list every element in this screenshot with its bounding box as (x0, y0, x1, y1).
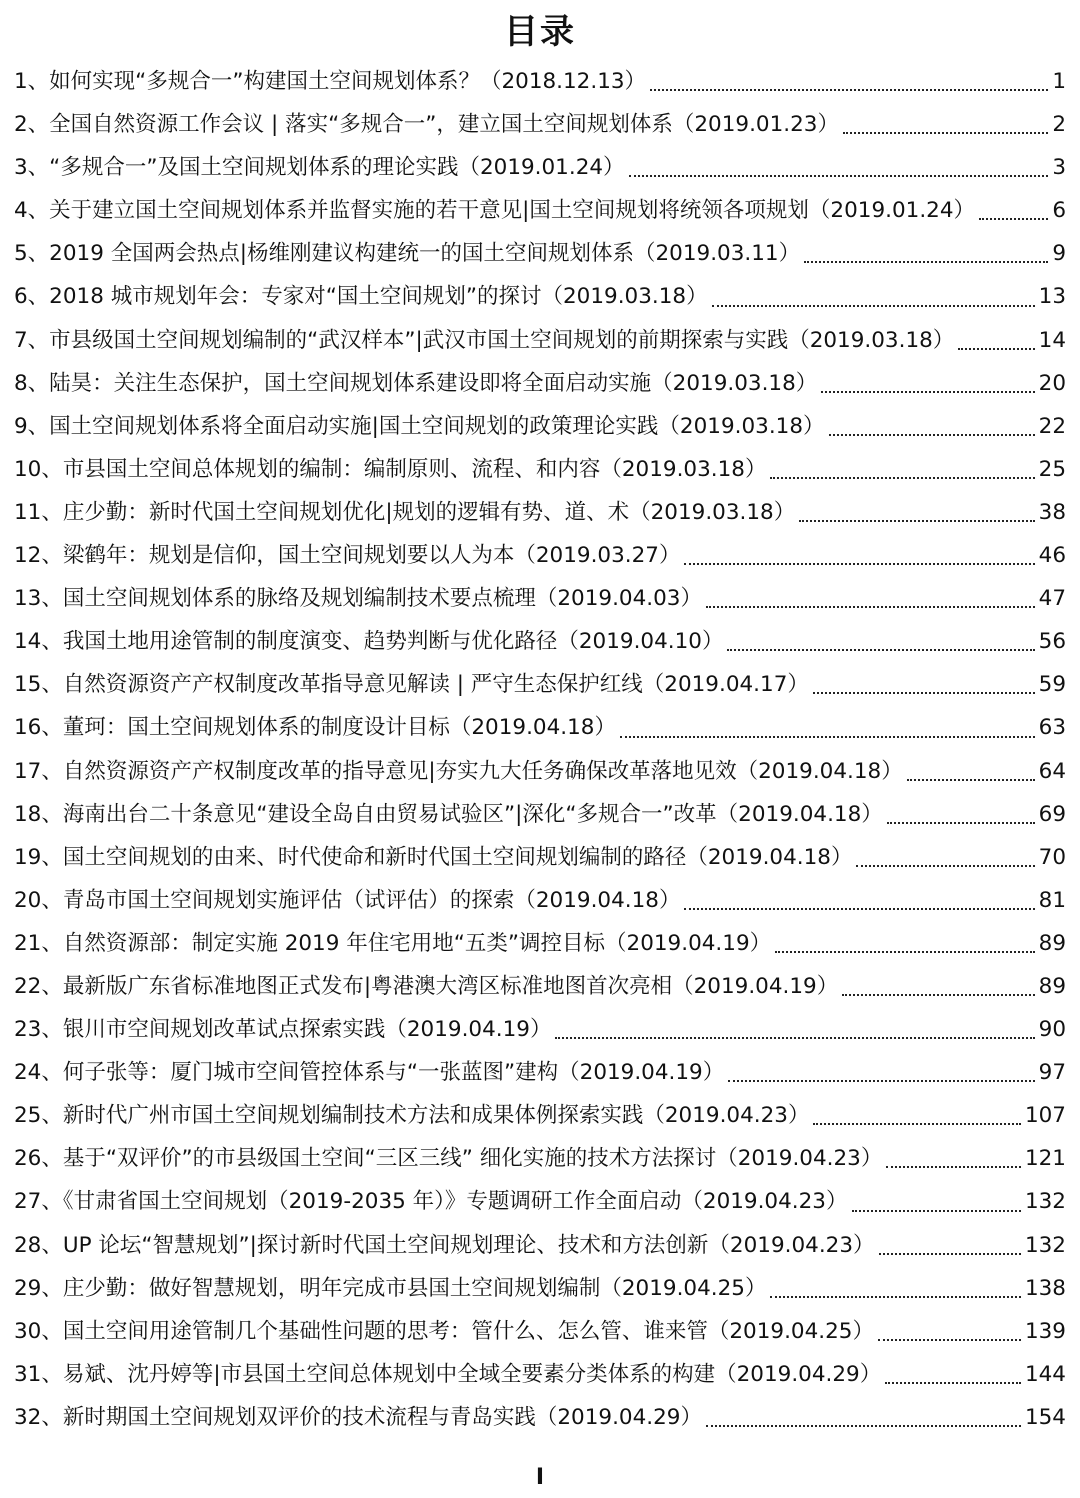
toc-entry[interactable] (14, 1008, 1066, 1051)
toc-dot-leader (684, 908, 1034, 910)
toc-entry-title: 5、2019 全国两会热点|杨维刚建议构建统一的国土空间规划体系（2019.03.11） (14, 241, 801, 267)
toc-entry[interactable] (14, 448, 1066, 491)
toc-dot-leader (879, 1253, 1021, 1255)
toc-dot-leader (813, 692, 1035, 694)
toc-entry-title: 13、国土空间规划体系的脉络及规划编制技术要点梳理（2019.04.03） (14, 586, 702, 612)
toc-entry-page-number: 107 (1024, 1103, 1066, 1129)
toc-entry[interactable] (14, 534, 1066, 577)
toc-dot-leader (852, 1210, 1021, 1212)
toc-entry[interactable] (14, 491, 1066, 534)
toc-entry-page-number: 2 (1052, 112, 1066, 138)
toc-entry-page-number: 132 (1024, 1189, 1066, 1215)
toc-entry-title: 24、何子张等：厦门城市空间管控体系与“一张蓝图”建构（2019.04.19） (14, 1060, 725, 1086)
toc-entry-title: 2、全国自然资源工作会议 | 落实“多规合一”，建立国土空间规划体系（2019.01.23） (14, 112, 839, 138)
toc-entry-title: 9、国土空间规划体系将全面启动实施|国土空间规划的政策理论实践（2019.03.18） (14, 413, 825, 439)
toc-entry[interactable] (14, 1267, 1066, 1310)
toc-entry[interactable] (14, 577, 1066, 620)
toc-entry-page-number: 89 (1038, 930, 1066, 956)
toc-entry-title: 3、“多规合一”及国土空间规划体系的理论实践（2019.01.24） (14, 155, 625, 181)
toc-entry[interactable] (14, 1180, 1066, 1223)
toc-dot-leader (727, 649, 1034, 651)
toc-entry-page-number: 121 (1024, 1146, 1066, 1172)
toc-entry-page-number: 6 (1052, 198, 1066, 224)
toc-entry-page-number: 132 (1024, 1232, 1066, 1258)
toc-dot-leader (770, 1296, 1020, 1298)
toc-entry-title: 14、我国土地用途管制的制度演变、趋势判断与优化路径（2019.04.10） (14, 629, 724, 655)
toc-entry-page-number: 138 (1024, 1275, 1066, 1301)
table-of-contents (14, 60, 1066, 1439)
toc-dot-leader (775, 951, 1035, 953)
toc-entry-page-number: 63 (1038, 715, 1066, 741)
toc-dot-leader (843, 132, 1048, 134)
toc-dot-leader (555, 1037, 1034, 1039)
toc-entry-page-number: 14 (1038, 327, 1066, 353)
toc-entry[interactable] (14, 922, 1066, 965)
toc-entry-title: 20、青岛市国土空间规划实施评估（试评估）的探索（2019.04.18） (14, 887, 681, 913)
toc-entry-page-number: 144 (1024, 1361, 1066, 1387)
toc-entry-page-number: 46 (1038, 543, 1066, 569)
toc-entry-title: 8、陆昊：关注生态保护，国土空间规划体系建设即将全面启动实施（2019.03.18） (14, 370, 818, 396)
toc-entry[interactable] (14, 620, 1066, 663)
toc-entry-page-number: 59 (1038, 672, 1066, 698)
toc-entry-title: 31、易斌、沈丹婷等|市县国土空间总体规划中全域全要素分类体系的构建（2019.04.29） (14, 1361, 882, 1387)
toc-entry[interactable] (14, 146, 1066, 189)
toc-entry-page-number: 64 (1038, 758, 1066, 784)
toc-entry[interactable] (14, 103, 1066, 146)
toc-entry-page-number: 38 (1038, 499, 1066, 525)
toc-dot-leader (958, 348, 1034, 350)
toc-dot-leader (706, 1425, 1021, 1427)
toc-entry[interactable] (14, 1094, 1066, 1137)
toc-entry-title: 15、自然资源资产产权制度改革指导意见解读 | 严守生态保护红线（2019.04.17） (14, 672, 809, 698)
toc-entry-page-number: 97 (1038, 1060, 1066, 1086)
toc-entry-title: 28、UP 论坛“智慧规划”|探讨新时代国土空间规划理论、技术和方法创新（2019.04.23） (14, 1232, 875, 1258)
toc-entry-page-number: 1 (1052, 69, 1066, 94)
toc-entry[interactable] (14, 1310, 1066, 1353)
toc-entry-title: 29、庄少勤：做好智慧规划，明年完成市县国土空间规划编制（2019.04.25） (14, 1275, 767, 1301)
toc-entry[interactable] (14, 750, 1066, 793)
footer-page-number: I (535, 1465, 545, 1490)
toc-entry[interactable] (14, 836, 1066, 879)
toc-entry[interactable] (14, 1051, 1066, 1094)
toc-dot-leader (684, 563, 1034, 565)
toc-entry-title: 6、2018 城市规划年会：专家对“国土空间规划”的探讨（2019.03.18） (14, 284, 708, 310)
toc-entry-page-number: 154 (1024, 1404, 1066, 1430)
toc-entry-title: 4、关于建立国土空间规划体系并监督实施的若干意见|国土空间规划将统领各项规划（2019.01.24） (14, 198, 976, 224)
toc-entry-title: 22、最新版广东省标准地图正式发布|粤港澳大湾区标准地图首次亮相（2019.04.19） (14, 973, 839, 999)
toc-dot-leader (629, 175, 1049, 177)
toc-dot-leader (842, 994, 1034, 996)
toc-dot-leader (804, 261, 1048, 263)
toc-entry-page-number: 81 (1038, 887, 1066, 913)
toc-entry-title: 12、梁鹤年：规划是信仰，国土空间规划要以人为本（2019.03.27） (14, 543, 681, 569)
toc-entry-page-number: 47 (1038, 586, 1066, 612)
toc-entry-title: 26、基于“双评价”的市县级国土空间“三区三线” 细化实施的技术方法探讨（2019.04.23） (14, 1146, 883, 1172)
toc-entry-page-number: 89 (1038, 973, 1066, 999)
toc-dot-leader (885, 1382, 1021, 1384)
toc-dot-leader (770, 477, 1034, 479)
toc-entry-title: 25、新时代广州市国土空间规划编制技术方法和成果体例探索实践（2019.04.23） (14, 1103, 810, 1129)
toc-entry[interactable] (14, 319, 1066, 362)
toc-entry-page-number: 56 (1038, 629, 1066, 655)
toc-entry-page-number: 25 (1038, 456, 1066, 482)
toc-entry-title: 32、新时期国土空间规划双评价的技术流程与青岛实践（2019.04.29） (14, 1404, 702, 1430)
toc-dot-leader (712, 305, 1035, 307)
toc-dot-leader (813, 1123, 1020, 1125)
toc-entry[interactable] (14, 793, 1066, 836)
toc-dot-leader (821, 391, 1034, 393)
toc-dot-leader (907, 779, 1035, 781)
toc-entry[interactable] (14, 60, 1066, 103)
toc-entry-title: 27、《甘肃省国土空间规划（2019-2035 年）》专题调研工作全面启动（2019.04.23） (14, 1189, 848, 1215)
toc-entry[interactable] (14, 965, 1066, 1008)
toc-entry-page-number: 13 (1038, 284, 1066, 310)
toc-entry-page-number: 20 (1038, 370, 1066, 396)
toc-dot-leader (728, 1080, 1034, 1082)
toc-dot-leader (706, 606, 1035, 608)
toc-entry[interactable] (14, 663, 1066, 706)
toc-dot-leader (650, 89, 1048, 91)
toc-entry[interactable] (14, 706, 1066, 749)
toc-dot-leader (829, 434, 1035, 436)
toc-dot-leader (878, 1339, 1021, 1341)
toc-entry[interactable] (14, 362, 1066, 405)
toc-dot-leader (799, 520, 1034, 522)
toc-entry-title: 11、庄少勤：新时代国土空间规划优化|规划的逻辑有势、道、术（2019.03.18） (14, 499, 796, 525)
toc-entry-page-number: 22 (1038, 413, 1066, 439)
toc-entry[interactable] (14, 275, 1066, 318)
toc-entry-page-number: 139 (1024, 1318, 1066, 1344)
toc-entry[interactable] (14, 1353, 1066, 1396)
toc-entry-page-number: 69 (1038, 801, 1066, 827)
toc-entry[interactable] (14, 1396, 1066, 1439)
toc-entry-page-number: 90 (1038, 1017, 1066, 1043)
toc-entry-title: 17、自然资源资产产权制度改革的指导意见|夯实九大任务确保改革落地见效（2019.04.18） (14, 758, 903, 784)
toc-entry-title: 19、国土空间规划的由来、时代使命和新时代国土空间规划编制的路径（2019.04.18） (14, 844, 853, 870)
toc-entry[interactable] (14, 1137, 1066, 1180)
toc-entry-title: 21、自然资源部：制定实施 2019 年住宅用地“五类”调控目标（2019.04.19） (14, 930, 772, 956)
toc-entry-title: 18、海南出台二十条意见“建设全岛自由贸易试验区”|深化“多规合一”改革（2019.04.18） (14, 801, 883, 827)
toc-dot-leader (979, 218, 1048, 220)
toc-entry-title: 10、市县国土空间总体规划的编制：编制原则、流程、和内容（2019.03.18） (14, 456, 767, 482)
toc-entry-title: 1、如何实现“多规合一”构建国土空间规划体系？（2018.12.13） (14, 69, 647, 94)
toc-dot-leader (856, 865, 1034, 867)
toc-entry-title: 16、董珂：国土空间规划体系的制度设计目标（2019.04.18） (14, 715, 616, 741)
toc-entry[interactable] (14, 405, 1066, 448)
toc-dot-leader (620, 736, 1035, 738)
toc-entry-title: 30、国土空间用途管制几个基础性问题的思考：管什么、怎么管、谁来管（2019.04.25） (14, 1318, 874, 1344)
toc-entry[interactable] (14, 232, 1066, 275)
toc-entry-title: 7、市县级国土空间规划编制的“武汉样本”|武汉市国土空间规划的前期探索与实践（2019.03.18） (14, 327, 955, 353)
toc-entry-title: 23、银川市空间规划改革试点探索实践（2019.04.19） (14, 1017, 552, 1043)
toc-entry-page-number: 70 (1038, 844, 1066, 870)
toc-dot-leader (887, 822, 1035, 824)
toc-entry[interactable] (14, 1224, 1066, 1267)
toc-dot-leader (886, 1166, 1021, 1168)
toc-entry-page-number: 9 (1052, 241, 1066, 267)
page-title: 目录 (504, 12, 576, 52)
toc-entry[interactable] (14, 879, 1066, 922)
toc-entry-page-number: 3 (1052, 155, 1066, 181)
toc-entry[interactable] (14, 189, 1066, 232)
